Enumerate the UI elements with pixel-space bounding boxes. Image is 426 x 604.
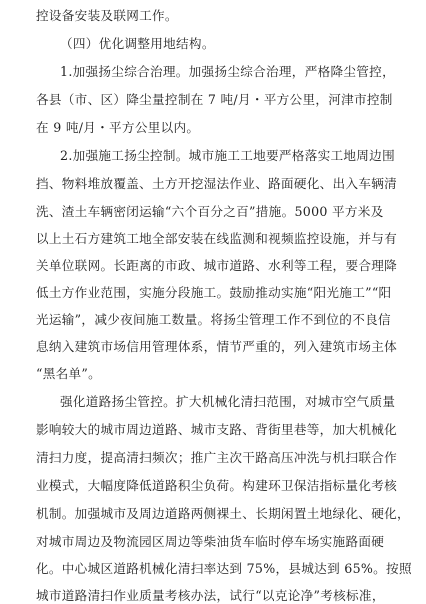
text-line: 低土方作业范围，实施分段施工。鼓励推动实施“阳光施工”“阳: [36, 285, 392, 300]
text-line: 控设备安装及联网工作。: [36, 8, 178, 23]
text-line: 业模式，大幅度降低道路积尘负荷。构建环卫保洁指标量化考核: [36, 478, 398, 493]
text-line: 机制。加强城市及周边道路两侧裸土、长期闲置土地绿化、硬化，: [36, 506, 410, 521]
text-line: 洗、渣土车辆密闭运输“六个百分之百”措施。5000 平方米及: [36, 204, 384, 219]
item-heading: 2.加强施工扬尘控制。城市施工工地要严格落实工地周边围: [60, 148, 395, 163]
text-line: 清扫力度，提高清扫频次；推广主次干路高压冲洗与机扫联合作: [36, 450, 398, 465]
text-line: 关单位联网。长距离的市政、城市道路、水利等工程，要合理降: [36, 258, 398, 273]
text-line: 在 9 吨/月・平方公里以内。: [36, 120, 200, 135]
section-heading: （四）优化调整用地结构。: [60, 36, 215, 51]
paragraph-start: 强化道路扬尘管控。扩大机械化清扫范围，对城市空气质量: [60, 394, 396, 409]
text-line: 影响较大的城市周边道路、城市支路、背街里巷等，加大机械化: [36, 422, 398, 437]
text-line: 化。中心城区道路机械化清扫率达到 75%，县城达到 65%。按照: [36, 561, 412, 576]
text-line: 各县（市、区）降尘量控制在 7 吨/月・平方公里，河津市控制: [36, 92, 393, 107]
text-line: 挡、物料堆放覆盖、土方开挖湿法作业、路面硬化、出入车辆清: [36, 176, 398, 191]
text-line: 对城市周边及物流园区周边等柴油货车临时停车场实施路面硬: [36, 534, 385, 549]
text-line: 息纳入建筑市场信用管理体系，情节严重的，列入建筑市场主体: [36, 339, 398, 354]
text-line: “黑名单”。: [36, 366, 102, 381]
text-line: 城市道路清扫作业质量考核办法，试行“以克论净”考核标准，: [36, 588, 385, 603]
text-line: 以上土石方建筑工地全部安装在线监测和视频监控设施，并与有: [36, 231, 398, 246]
text-line: 光运输”，减少夜间施工数量。将扬尘管理工作不到位的不良信: [36, 312, 391, 327]
item-heading: 1.加强扬尘综合治理。加强扬尘综合治理，严格降尘管控，: [60, 64, 395, 79]
